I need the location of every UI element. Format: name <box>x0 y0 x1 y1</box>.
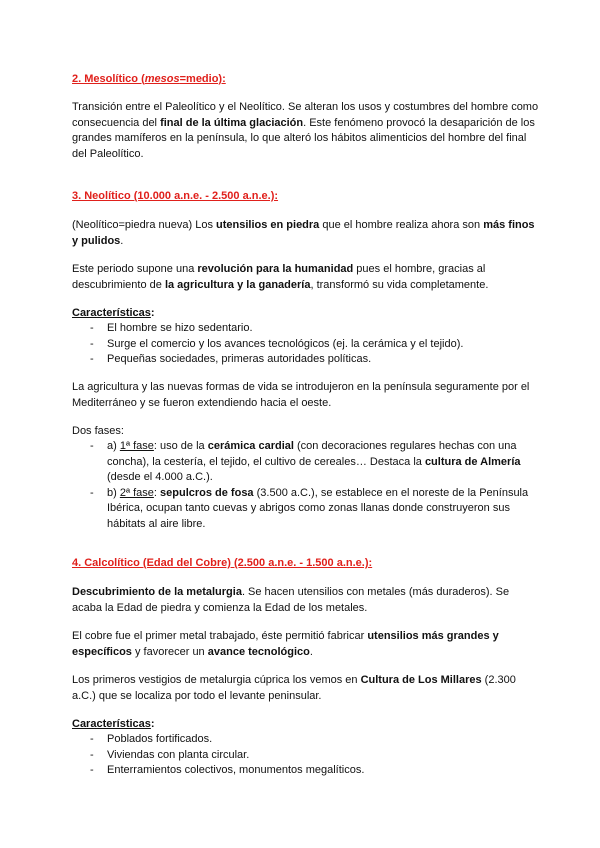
fases-list <box>72 439 542 532</box>
section-heading-mesolitico: 2. Mesolítico (mesos=medio): <box>72 73 226 85</box>
list-item: - Pequeñas sociedades, primeras autoridades políticas. <box>72 352 542 368</box>
calcolitico-paragraph-3: Los primeros vestigios de metalurgia cúprica los vemos en Cultura de Los Millares (2.300 a.C.) que se localiza por todo el levante peninsular. <box>72 674 516 702</box>
fase-a-item: - a) 1ª fase: uso de la cerámica cardial (con decoraciones regulares hechas con una concha), la cestería, el tejido, el cultivo de cereales… Destaca la cultura de Almería (desde el 4.000 a.C.). <box>72 439 542 486</box>
list-item: - El hombre se hizo sedentario. <box>72 321 542 337</box>
neolitico-paragraph-3: La agricultura y las nuevas formas de vida se introdujeron en la península seguramente por el Mediterráneo y se fueron extendiendo hacia el oeste. <box>72 381 530 409</box>
mesolitico-paragraph: Transición entre el Paleolítico y el Neolítico. Se alteran los usos y costumbres del hombre como consecuencia del final de la última glaciación. Este fenómeno provocó la desaparición de los grandes mamíferos en la península, lo que alteró los hábitos alimenticios del hombre del final del Paleolítico. <box>72 101 539 160</box>
section-heading-calcolitico: 4. Calcolítico (Edad del Cobre) (2.500 a.n.e. - 1.500 a.n.e.): <box>72 557 373 569</box>
fase-b-item: - b) 2ª fase: sepulcros de fosa (3.500 a.C.), se establece en el noreste de la Península Ibérica, ocupan tanto cuevas y abrigos como zonas llanas donde construyeron sus hábitats al aire libre. <box>72 486 542 533</box>
list-item: - Viviendas con planta circular. <box>72 748 542 764</box>
calcolitico-caracteristicas-list <box>72 732 542 779</box>
neolitico-caracteristicas-label: Características: <box>72 307 155 319</box>
neolitico-caracteristicas-list <box>72 321 542 368</box>
list-item: - Enterramientos colectivos, monumentos megalíticos. <box>72 763 542 779</box>
list-item: - Surge el comercio y los avances tecnológicos (ej. la cerámica y el tejido). <box>72 337 542 353</box>
list-item: - Poblados fortificados. <box>72 732 542 748</box>
neolitico-paragraph-1: (Neolítico=piedra nueva) Los utensilios en piedra que el hombre realiza ahora son más finos y pulidos. <box>72 219 535 247</box>
section-heading-neolitico: 3. Neolítico (10.000 a.n.e. - 2.500 a.n.e.): <box>72 190 279 202</box>
calcolitico-paragraph-2: El cobre fue el primer metal trabajado, éste permitió fabricar utensilios más grandes y específicos y favorecer un avance tecnológico. <box>72 630 499 658</box>
neolitico-paragraph-2: Este periodo supone una revolución para la humanidad pues el hombre, gracias al descubrimiento de la agricultura y la ganadería, transformó su vida completamente. <box>72 263 489 291</box>
dos-fases-label: Dos fases: <box>72 425 124 437</box>
calcolitico-paragraph-1: Descubrimiento de la metalurgia. Se hacen utensilios con metales (más duraderos). Se acaba la Edad de piedra y comienza la Edad de los metales. <box>72 586 510 614</box>
calcolitico-caracteristicas-label: Características: <box>72 718 155 730</box>
